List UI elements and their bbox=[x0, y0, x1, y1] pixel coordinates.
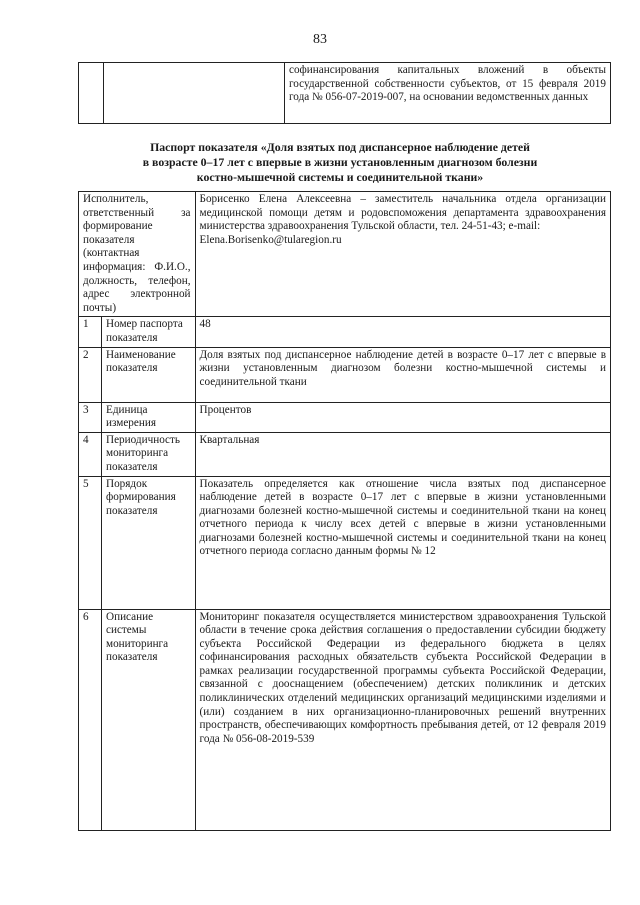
row-number: 3 bbox=[79, 402, 102, 432]
row-number: 1 bbox=[79, 317, 102, 347]
row-number: 2 bbox=[79, 347, 102, 402]
executor-label: Исполнитель, ответственный за формирование показателя (контактная информация: Ф.И.О., должность, телефон, адрес электронной почты) bbox=[79, 192, 196, 317]
row-label: Номер паспорта показателя bbox=[102, 317, 196, 347]
row-label: Единица измерения bbox=[102, 402, 196, 432]
title-line: костно-мышечной системы и соединительной ткани» bbox=[196, 170, 484, 184]
continued-table bbox=[78, 62, 611, 124]
empty-cell bbox=[104, 63, 285, 124]
page-number: 83 bbox=[313, 32, 327, 47]
row-value: Доля взятых под диспансерное наблюдение детей в возрасте 0–17 лет с впервые в жизни установленным диагнозом болезни костно-мышечной системы и соединительной ткани bbox=[195, 347, 610, 402]
row-value: Квартальная bbox=[195, 432, 610, 476]
row-value: 48 bbox=[195, 317, 610, 347]
row-label: Наименование показателя bbox=[102, 347, 196, 402]
row-value: Процентов bbox=[195, 402, 610, 432]
row-value: Показатель определяется как отношение числа взятых под диспансерное наблюдение детей в возрасте 0–17 лет с впервые в жизни установленными диагнозами болезней костно-мышечной системы и соединительной ткани на конец отчетного периода к числу всех детей с впервые в жизни установленными диагнозами болезней костно-мышечной системы и соединительной ткани на конец отчетного периода согласно данным формы № 12 bbox=[195, 476, 610, 609]
passport-title bbox=[70, 140, 610, 185]
executor-text: Борисенко Елена Алексеевна – заместитель начальника отдела организации медицинской помощи детям и родовспоможения департамента здравоохранения министерства здравоохранения Тульской области, тел. 24-51-43; e-mail: bbox=[199, 193, 606, 233]
row-label: Описание системы мониторинга показателя bbox=[102, 609, 196, 830]
executor-email: Elena.Borisenko@tularegion.ru bbox=[199, 233, 342, 246]
title-line: в возрасте 0–17 лет с впервые в жизни установленным диагнозом болезни bbox=[142, 155, 538, 169]
table-row bbox=[79, 347, 611, 402]
title-line: Паспорт показателя «Доля взятых под диспансерное наблюдение детей bbox=[150, 140, 530, 154]
table-row bbox=[79, 63, 611, 124]
table-cell: софинансирования капитальных вложений в объекты государственной собственности субъектов, от 15 февраля 2019 года № 056-07-2019-007, на основании ведомственных данных bbox=[285, 63, 611, 124]
row-label: Порядок формирования показателя bbox=[102, 476, 196, 609]
table-row bbox=[79, 476, 611, 609]
executor-value bbox=[195, 192, 610, 317]
table-row bbox=[79, 609, 611, 830]
row-value: Мониторинг показателя осуществляется министерством здравоохранения Тульской области в течение срока действия соглашения о предоставлении субсидии бюджету субъекта Российской Федерации из федерального бюджета в целях софинансирования расходных обязательств субъекта Российской Федерации в рамках реализации государственной программы субъекта Российской Федерации, связанной с дооснащением (обеспечением) детских поликлиник и детских поликлинических отделений медицинских организаций медицинскими изделиями и (или) созданием в них организационно-планировочных решений внутренних пространств, обеспечивающих комфортность пребывания детей, от 12 февраля 2019 года № 056-08-2019-539 bbox=[195, 609, 610, 830]
row-number: 5 bbox=[79, 476, 102, 609]
row-label: Периодичность мониторинга показателя bbox=[102, 432, 196, 476]
passport-table bbox=[78, 191, 611, 831]
row-number: 6 bbox=[79, 609, 102, 830]
empty-cell bbox=[79, 63, 104, 124]
table-row bbox=[79, 432, 611, 476]
table-row bbox=[79, 192, 611, 317]
row-number: 4 bbox=[79, 432, 102, 476]
table-row bbox=[79, 317, 611, 347]
table-row bbox=[79, 402, 611, 432]
